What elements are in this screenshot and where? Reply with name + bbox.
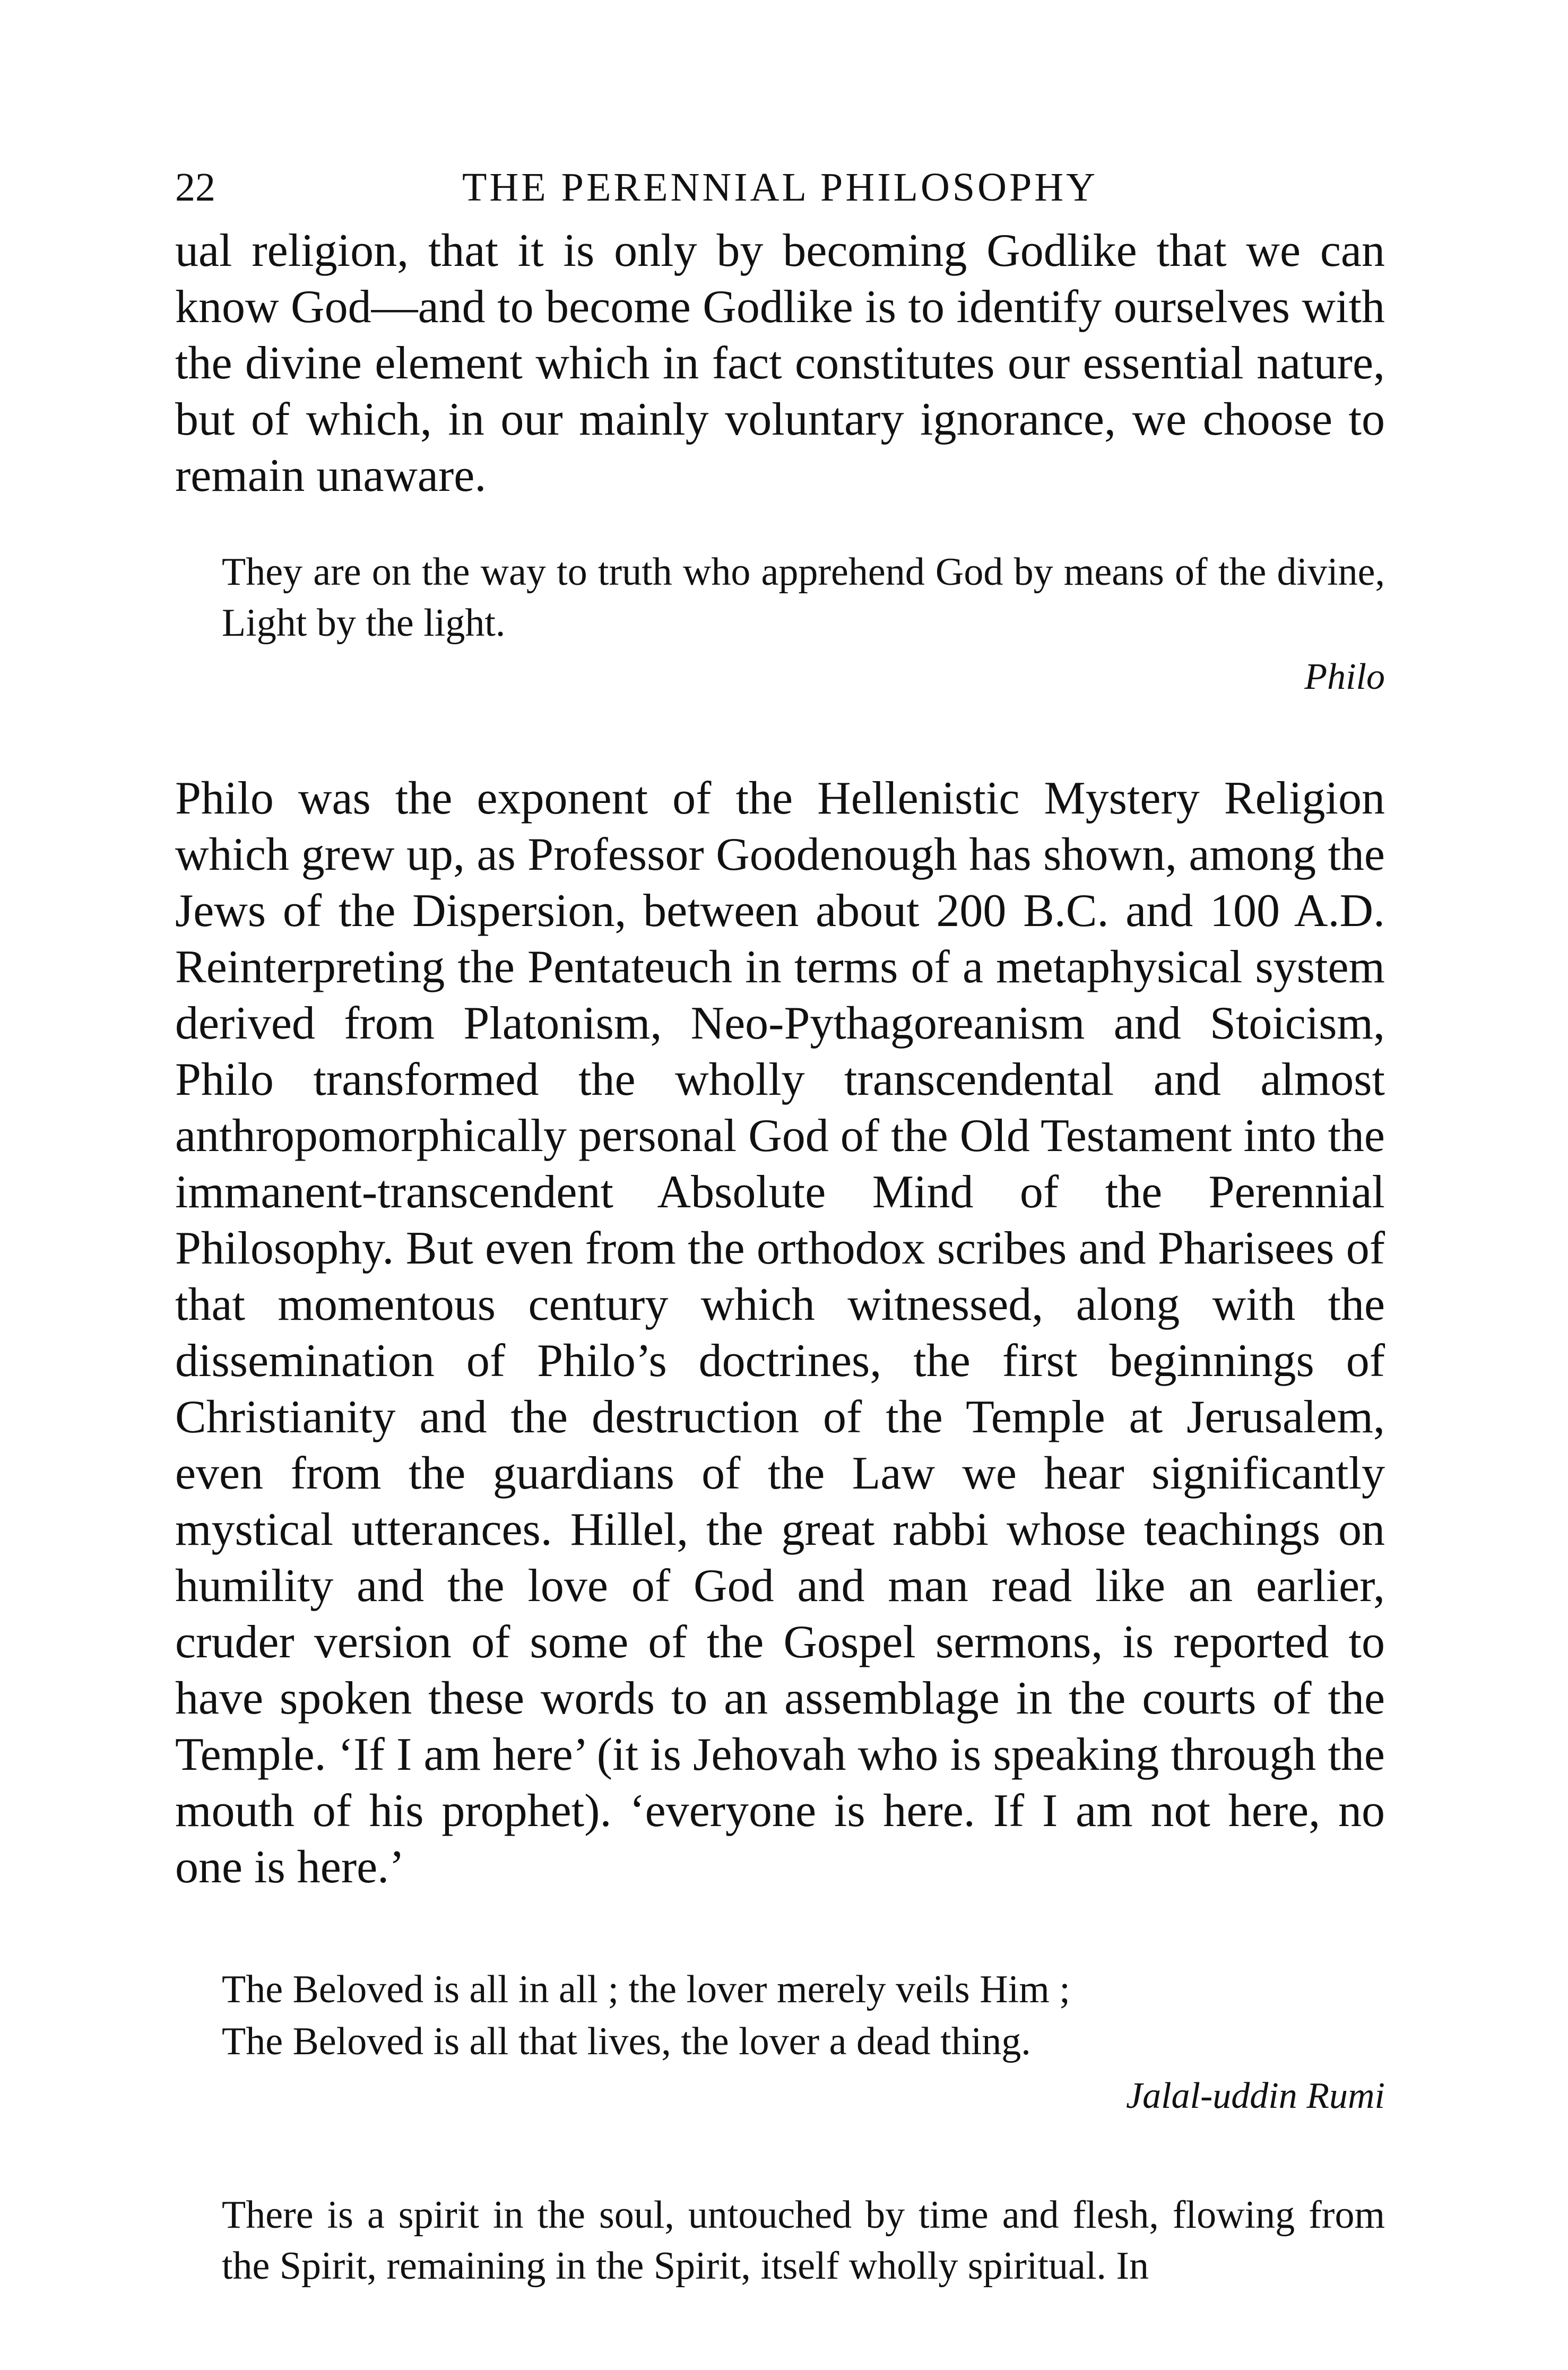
quote-philo-text: They are on the way to truth who apprehend God by means of the divine, Light by the light. [222, 550, 1385, 645]
spacer [175, 504, 1385, 547]
book-page [175, 154, 1385, 2291]
paragraph-1: ual religion, that it is only by becoming Godlike that we can know God—and to become Godlike is to identify ourselves with the divine element which in fact constitutes our essential nature, but of which, in our mainly voluntary ignorance, we choose to remain unaware. [175, 225, 1385, 501]
page-number: 22 [175, 165, 215, 210]
spacer [175, 703, 1385, 771]
quote-philo-author: Philo [1304, 656, 1385, 697]
spacer [175, 1896, 1385, 1964]
quote-rumi-author: Jalal-uddin Rumi [1126, 2075, 1385, 2116]
quote-rumi-line-2: The Beloved is all that lives, the lover a dead thing. [222, 2020, 1031, 2063]
paragraph-2: Philo was the exponent of the Hellenistic Mystery Religion which grew up, as Professor Goodenough has shown, among the Jews of the Dispersion, between about 200 B.C. and 100 A.D. Reinterpreting the Pentateuch in terms of a metaphysical system derived from Platonism, Neo-Pythagoreanism and Stoicism, Philo transformed the wholly transcendental and almost anthropomorphically personal God of the Old Testament into the immanent-transcendent Absolute Mind of the Perennial Philosophy. But even from the orthodox scribes and Pharisees of that momentous century which witnessed, along with the dissemination of Philo’s doctrines, the first beginnings of Christianity and the destruction of the Temple at Jerusalem, even from the guardians of the Law we hear significantly mystical utterances. Hillel, the great rabbi whose teachings on humility and the love of God and man read like an earlier, cruder version of some of the Gospel sermons, is reported to have spoken these words to an assemblage in the courts of the Temple. ‘If I am here’ (it is Jehovah who is speaking through the mouth of his prophet). ‘everyone is here. If I am not here, no one is here.’ [175, 773, 1385, 1893]
running-head [175, 154, 1385, 223]
quote-rumi-line-1: The Beloved is all in all ; the lover merely veils Him ; [222, 1968, 1070, 2011]
spacer [175, 2122, 1385, 2190]
quote-final-text: There is a spirit in the soul, untouched by time and flesh, flowing from the Spirit, remaining in the Spirit, itself wholly spiritual. In [222, 2193, 1385, 2288]
book-title: THE PERENNIAL PHILOSOPHY [462, 165, 1098, 210]
